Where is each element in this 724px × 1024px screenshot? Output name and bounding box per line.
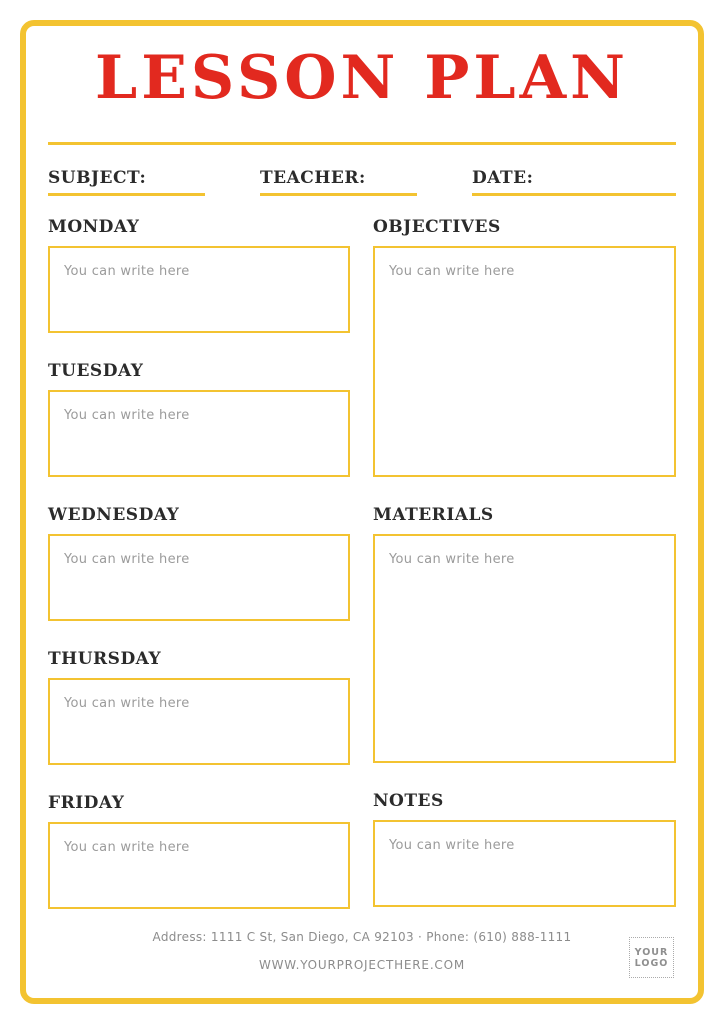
- friday-label: FRIDAY: [48, 793, 125, 813]
- thursday-label: THURSDAY: [48, 649, 162, 669]
- objectives-input-box[interactable]: [373, 246, 676, 477]
- thursday-placeholder: You can write here: [64, 696, 190, 711]
- thursday-input-box[interactable]: [48, 678, 350, 765]
- days-column: [48, 216, 350, 909]
- monday-input-box[interactable]: [48, 246, 350, 333]
- date-input-line[interactable]: [472, 193, 676, 196]
- materials-section: [373, 504, 676, 763]
- fields-row: [48, 168, 676, 196]
- monday-label: MONDAY: [48, 217, 140, 237]
- tuesday-section: [48, 360, 350, 477]
- thursday-section: [48, 648, 350, 765]
- details-column: [373, 216, 676, 907]
- footer: [48, 923, 676, 979]
- wednesday-placeholder: You can write here: [64, 552, 190, 567]
- date-field: [472, 168, 676, 196]
- notes-label: NOTES: [373, 791, 444, 811]
- date-label: DATE:: [472, 168, 534, 188]
- tuesday-label: TUESDAY: [48, 361, 144, 381]
- plan-columns: [48, 216, 676, 909]
- friday-placeholder: You can write here: [64, 840, 190, 855]
- page-content: [48, 0, 676, 979]
- friday-section: [48, 792, 350, 909]
- notes-input-box[interactable]: [373, 820, 676, 907]
- title-divider: [48, 142, 676, 145]
- logo-placeholder[interactable]: [629, 937, 674, 978]
- subject-label: SUBJECT:: [48, 168, 147, 188]
- teacher-label: TEACHER:: [260, 168, 366, 188]
- objectives-placeholder: You can write here: [389, 264, 515, 279]
- monday-placeholder: You can write here: [64, 264, 190, 279]
- footer-website: WWW.YOURPROJECTHERE.COM: [258, 958, 466, 972]
- teacher-input-line[interactable]: [260, 193, 417, 196]
- teacher-field: [260, 168, 472, 196]
- materials-input-box[interactable]: [373, 534, 676, 763]
- objectives-label: OBJECTIVES: [373, 217, 501, 237]
- materials-placeholder: You can write here: [389, 552, 515, 567]
- notes-section: [373, 790, 676, 907]
- materials-label: MATERIALS: [373, 505, 494, 525]
- logo-text-line1: YOUR: [634, 946, 669, 958]
- wednesday-label: WEDNESDAY: [48, 505, 180, 525]
- friday-input-box[interactable]: [48, 822, 350, 909]
- subject-field: [48, 168, 260, 196]
- page-title: LESSON PLAN: [95, 43, 629, 113]
- notes-placeholder: You can write here: [389, 838, 515, 853]
- tuesday-placeholder: You can write here: [64, 408, 190, 423]
- objectives-section: [373, 216, 676, 477]
- footer-address: Address: 1111 C St, San Diego, CA 92103 · Phone: (610) 888-1111: [152, 930, 572, 944]
- wednesday-input-box[interactable]: [48, 534, 350, 621]
- monday-section: [48, 216, 350, 333]
- logo-text-line2: LOGO: [634, 957, 669, 969]
- tuesday-input-box[interactable]: [48, 390, 350, 477]
- subject-input-line[interactable]: [48, 193, 205, 196]
- wednesday-section: [48, 504, 350, 621]
